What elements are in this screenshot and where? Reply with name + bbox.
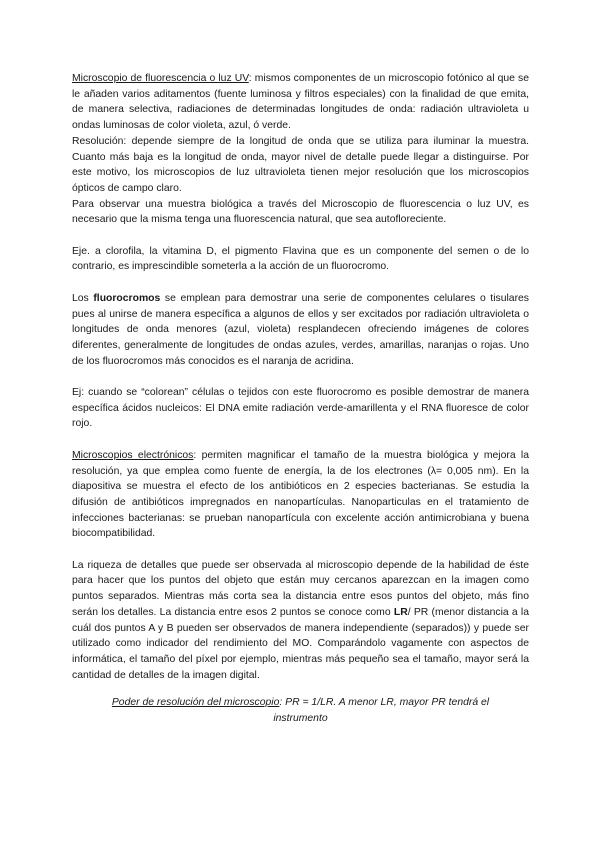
chlorophyll-example: Eje. a clorofila, la vitamina D, el pigmento Flavina que es un componente del semen o de lo contrario, es imprescindible someterla a la acción de un fluorocromo. [72, 245, 529, 273]
electron-text: : permiten magnificar el tamaño de la muestra biológica y mejora la resolución, ya que emplea como fuente de energía, la de los electrones (λ= 0,005 nm). En la diapositiva se muestra el efecto de los antibióticos en 2 especies bacterianas. Se estudia la difusión de antibióticos impregnados en nanopartículas. Nanoparticulas en el tratamiento de infecciones bacterianas: se prueban nanopartícula con excelente acción antimicrobiana y buena biocompatibilidad. [72, 449, 529, 540]
fluorochromes-pre: Los [72, 292, 94, 304]
electron-heading: Microscopios electrónicos [72, 449, 194, 461]
fluorochromes-paragraph [72, 291, 529, 370]
fluorescence-heading: Microscopio de fluorescencia o luz UV [72, 73, 249, 84]
lr-term: LR [393, 606, 408, 618]
document-body [72, 71, 529, 727]
resolution-paragraph: Resolución: depende siempre de la longitud de onda que se utiliza para iluminar la muestra. Cuanto más baja es la longitud de onda, mayor nivel de detalle puede llegar a distinguirse. Por este motivo, los microscopios de luz ultravioleta tienen mejor resolución que los microscopios ópticos de campo claro. [72, 135, 529, 194]
resolving-paragraph [72, 558, 529, 684]
fluorescence-intro: : mismos componentes de un microscopio fotónico al que se le añaden varios aditamentos (fuente luminosa y filtros especiales) con la finalidad de que emita, de manera selectiva, radiaciones de determinadas longitudes de onda: radiación ultravioleta u ondas luminosas de color violeta, azul, ó verde. [72, 73, 529, 132]
fluorochromes-term: fluorocromos [93, 292, 161, 304]
fluorochromes-text: se emplean para demostrar una serie de componentes celulares o tisulares pues al unirse de manera específica a algunos de ellos y ser excitados por radiación ultravioleta o longitudes de onda menores (azul, violeta) resplandecen ofreciendo imágenes de colores diferentes, generalmente de longitudes de ondas azules, verdes, amarillas, naranjas o rojas. Uno de los fluorocromos más conocidos es el naranja de acridina. [72, 292, 529, 367]
electron-paragraph [72, 448, 529, 542]
formula-text: : PR = 1/LR. A menor LR, mayor PR tendrá el instrumento [273, 697, 490, 725]
resolving-text-b: / PR (menor distancia a la cuál dos puntos A y B pueden ser observados de manera independiente (separados)) y puede ser utilizado como indicador del rendimiento del MO. Comparándolo vagamente con aspectos de informática, el tamaño del píxel por ejemplo, mientras más pequeño sea el tamaño, mayor será la cantidad de detalles de la imagen digital. [72, 606, 529, 681]
formula-label: Poder de resolución del microscopio [111, 697, 280, 709]
resolving-text-a: La riqueza de detalles que puede ser observada al microscopio depende de la habilidad de éste para hacer que los puntos del objeto que están muy cercanos aparezcan en la imagen como puntos separados. Mientras más corta sea la distancia entre esos puntos del objeto, más fino serán los detalles. La distancia entre esos 2 puntos se conoce como [72, 559, 529, 618]
resolution-formula [72, 695, 529, 726]
acridine-example: Ej: cuando se “colorean” células o tejidos con este fluorocromo es posible demostrar de manera específica ácidos nucleicos: El DNA emite radiación verde-amarillenta y el RNA fluoresce de color rojo. [72, 387, 529, 430]
fluorescence-paragraph [72, 71, 529, 134]
observe-paragraph: Para observar una muestra biológica a través del Microscopio de fluorescencia o luz UV, es necesario que la misma tenga una fluorescencia natural, que sea autofloreciente. [72, 198, 529, 226]
